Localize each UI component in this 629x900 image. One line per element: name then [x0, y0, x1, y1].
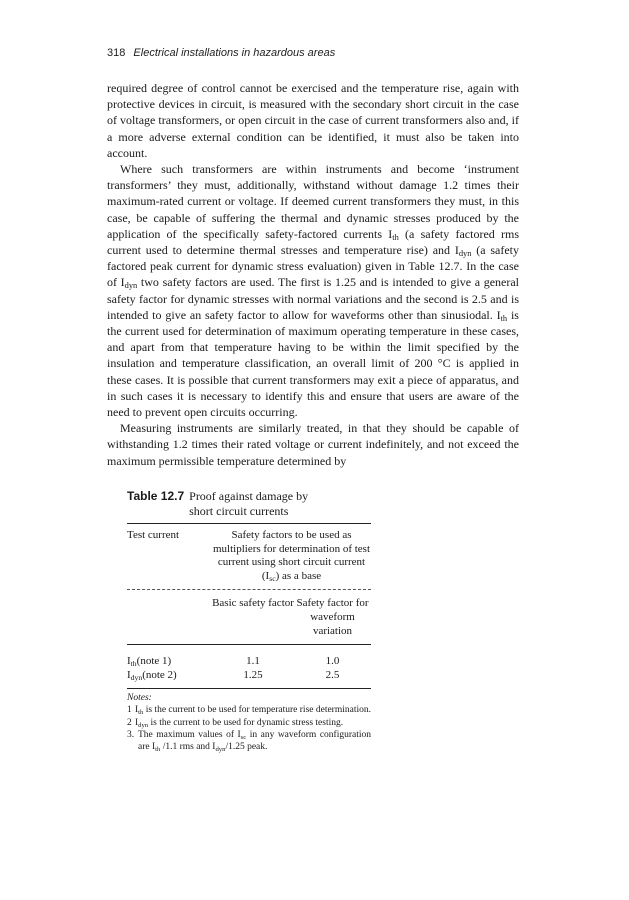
notes-heading: Notes:: [127, 693, 152, 704]
subscript-th: th: [138, 708, 144, 716]
note-number: 3.: [127, 730, 135, 741]
table-body: [127, 523, 371, 689]
subscript-dyn: dyn: [215, 745, 226, 753]
cell-basic-factor: 1.1: [246, 655, 260, 668]
table-caption-text: Proof against damage by short circuit currents: [189, 489, 309, 518]
note-text-c: /1.1 rms and I: [160, 741, 216, 752]
cell-test-current: [127, 669, 212, 683]
cell-basic-factor: 1.25: [243, 668, 263, 681]
subscript-th: th: [500, 313, 508, 323]
table-notes: [127, 693, 371, 753]
subscript-dyn: dyn: [458, 249, 472, 259]
cell-test-current: [127, 655, 212, 669]
cell-waveform-factor: 2.5: [325, 668, 340, 681]
table-header-row-2: [127, 590, 371, 644]
running-title: Electrical installations in hazardous areas: [133, 47, 336, 59]
table-header-row-1: [127, 524, 371, 589]
subscript-th: th: [155, 745, 161, 753]
table-label: Table 12.7: [127, 489, 185, 503]
paragraph-1-text: required degree of control cannot be exercised and the temperature rise, again with protective devices in circuit, is measured with the secondary short circuit in the case of voltage transformers, or open circuit in the case of current transformers also and, if a more adverse external condition can be identified, it must also be taken into account.: [107, 81, 519, 160]
note-text-a: The maximum values of I: [138, 730, 241, 741]
note-reference: (note 2): [142, 668, 177, 681]
p2-text-a: Where such transformers are within instruments and become ‘instrument transformers’ they must, additionally, withstand without damage 1.2 times their maximum-rated current or voltage. If deemed current transformers they must, in this case, be capable of suffering the thermal and dynamic stresses produced by the application of the specifically safety-factored currents I: [107, 162, 519, 241]
subscript-th: th: [392, 232, 399, 242]
note-text-b: is the current to be used for temperature rise determination.: [143, 704, 371, 715]
current-symbol: I: [127, 655, 131, 668]
current-subscript: dyn: [130, 672, 143, 682]
p2-text-c: (a safety factored peak current for dynamic stress evaluation) given in Table 12.7. In the case of I: [107, 243, 519, 290]
subscript-dyn: dyn: [124, 281, 138, 291]
paragraph-2: [107, 161, 519, 420]
table-bottom-rule: [127, 688, 371, 689]
note-3: [127, 730, 371, 753]
note-reference: (note 1): [136, 655, 172, 668]
group-header-safety-factors: [212, 529, 371, 583]
running-head: [107, 47, 335, 59]
current-subscript: th: [130, 659, 137, 669]
note-text: [138, 730, 371, 753]
note-text: [135, 718, 343, 730]
table-row: [127, 669, 371, 683]
col-header-waveform-factor: Safety factor for waveform variation: [296, 597, 369, 637]
subscript-sc: sc: [240, 734, 247, 742]
body-text: [107, 80, 519, 469]
cell-waveform-factor: 1.0: [325, 655, 340, 668]
note-2: [127, 718, 371, 730]
table-12-7: [127, 489, 371, 753]
current-symbol: I: [127, 668, 131, 681]
note-text-b: in any waveform configuration are I: [138, 730, 372, 752]
page-number: 318: [107, 47, 126, 59]
note-text-b: is the current to be used for dynamic stress testing.: [148, 717, 344, 728]
subscript-sc: sc: [269, 573, 276, 583]
subscript-dyn: dyn: [138, 721, 149, 729]
col-header-test-current: Test current: [127, 529, 180, 541]
note-text: [135, 705, 371, 717]
col-header-basic-safety-factor: Basic safety factor: [212, 597, 294, 610]
paragraph-3: [107, 420, 519, 469]
table-caption: [127, 489, 371, 519]
note-1: [127, 705, 371, 717]
table-data-rows: [127, 645, 371, 688]
paragraph-1: [107, 80, 519, 161]
group-header-text-b: ) as a base: [275, 569, 322, 582]
note-text-a: I: [135, 717, 139, 728]
group-header-text-a: Safety factors to be used as multipliers for determination of test current using short circuit current (I: [212, 529, 371, 582]
note-number: 1: [127, 704, 132, 715]
p2-text-b: (a safety factored rms current used to determine thermal stresses and temperature rise) and I: [107, 226, 520, 258]
p2-text-d: two safety factors are used. The first is 1.25 and is intended to give a general safety factor for dynamic stresses with normal variations and the second is 2.5 and is intended to give an safety factor to allow for waveforms other than sinusiodal. I: [107, 275, 519, 322]
note-text-d: /1.25 peak.: [225, 741, 268, 752]
note-text-a: I: [135, 704, 139, 715]
table-row: [127, 655, 371, 669]
p2-text-e: is the current used for determination of maximum operating temperature in these cases, and apart from that temperature having to be within the limit specified by the insulation and temperature classification, an overall limit of 200 °C is applied in these cases. It is possible that current transformers may exit a piece of apparatus, and in such cases it is necessary to identify this and ensure that users are aware of the need to prevent open circuits occurring.: [107, 307, 519, 420]
paragraph-3-text: Measuring instruments are similarly treated, in that they should be capable of withstanding 1.2 times their rated voltage or current indefinitely, and not exceed the maximum permissible temperature determined by: [107, 421, 519, 468]
note-number: 2: [127, 717, 132, 728]
